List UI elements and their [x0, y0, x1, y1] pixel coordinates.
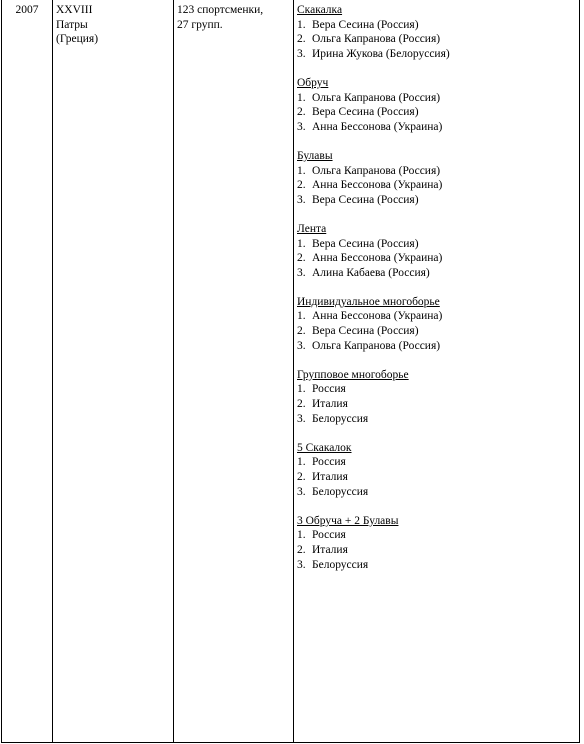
place-number: 1. — [297, 310, 306, 323]
place-number: 3. — [297, 339, 306, 352]
list-item — [297, 18, 576, 33]
list-item — [297, 558, 576, 573]
place-name: Вера Сесина (Россия) — [312, 325, 419, 338]
place-name: Россия — [312, 383, 346, 396]
list-item — [297, 528, 576, 543]
list-item — [297, 266, 576, 281]
place-name: Ольга Капранова (Россия) — [312, 339, 441, 352]
list-item — [297, 32, 576, 47]
place-number: 1. — [297, 529, 306, 542]
place-number: 1. — [297, 164, 306, 177]
list-item — [297, 485, 576, 500]
place-name: Белоруссия — [312, 485, 369, 498]
place-name: Анна Бессонова (Украина) — [312, 310, 443, 323]
place-name: Вера Сесина (Россия) — [312, 193, 419, 206]
list-item — [297, 91, 576, 106]
events-list — [297, 3, 576, 572]
event-section — [297, 76, 576, 134]
event-section — [297, 3, 576, 61]
event-title: Лента — [297, 222, 327, 235]
place-name: Италия — [312, 398, 348, 411]
place-name: Ольга Капранова (Россия) — [312, 164, 441, 177]
place-number: 2. — [297, 543, 306, 556]
event-title: Булавы — [297, 149, 333, 162]
list-item — [297, 412, 576, 427]
edition-cell — [53, 0, 174, 743]
place-name: Вера Сесина (Россия) — [312, 237, 419, 250]
list-item — [297, 382, 576, 397]
event-title: Индивидуальное многоборье — [297, 295, 440, 308]
place-name: Ольга Капранова (Россия) — [312, 91, 441, 104]
edition-country: (Греция) — [56, 33, 99, 46]
event-section — [297, 441, 576, 499]
place-number: 2. — [297, 179, 306, 192]
list-item — [297, 339, 576, 354]
place-number: 1. — [297, 91, 306, 104]
event-title: 5 Скакалок — [297, 441, 352, 454]
list-item — [297, 543, 576, 558]
results-table — [1, 0, 580, 743]
place-number: 3. — [297, 193, 306, 206]
list-item — [297, 164, 576, 179]
event-title: Скакалка — [297, 4, 343, 16]
place-name: Белоруссия — [312, 558, 369, 571]
list-item — [297, 324, 576, 339]
event-section — [297, 368, 576, 426]
place-number: 3. — [297, 120, 306, 133]
results-cell — [294, 0, 580, 743]
place-number: 3. — [297, 412, 306, 425]
place-name: Россия — [312, 529, 346, 542]
place-name: Ирина Жукова (Белоруссия) — [312, 47, 450, 60]
place-name: Белоруссия — [312, 412, 369, 425]
list-item — [297, 309, 576, 324]
place-number: 3. — [297, 558, 306, 571]
list-item — [297, 251, 576, 266]
place-number: 1. — [297, 456, 306, 469]
place-name: Вера Сесина (Россия) — [312, 106, 419, 119]
participants-cell — [174, 0, 294, 743]
event-section — [297, 149, 576, 207]
place-name: Италия — [312, 471, 348, 483]
edition-city: Патры — [56, 18, 88, 31]
place-name: Вера Сесина (Россия) — [312, 18, 419, 31]
place-name: Россия — [312, 456, 346, 469]
place-number: 2. — [297, 33, 306, 46]
year-cell — [2, 0, 53, 743]
event-section — [297, 222, 576, 280]
event-section — [297, 514, 576, 572]
event-section — [297, 295, 576, 353]
place-name: Италия — [312, 543, 348, 556]
event-title: Групповое многоборье — [297, 368, 409, 381]
list-item — [297, 120, 576, 135]
place-number: 1. — [297, 18, 306, 31]
place-name: Анна Бессонова (Украина) — [312, 179, 443, 192]
place-number: 2. — [297, 398, 306, 411]
table-row — [2, 0, 580, 743]
place-number: 3. — [297, 47, 306, 60]
participants-groups: 27 групп. — [177, 18, 223, 31]
place-name: Анна Бессонова (Украина) — [312, 120, 443, 133]
list-item — [297, 237, 576, 252]
list-item — [297, 455, 576, 470]
event-title: Обруч — [297, 76, 329, 89]
list-item — [297, 397, 576, 412]
place-number: 2. — [297, 471, 306, 483]
place-number: 3. — [297, 485, 306, 498]
place-name: Алина Кабаева (Россия) — [312, 266, 430, 279]
list-item — [297, 47, 576, 62]
list-item — [297, 470, 576, 485]
place-number: 2. — [297, 106, 306, 119]
list-item — [297, 105, 576, 120]
place-number: 1. — [297, 383, 306, 396]
participants-athletes: 123 спортсменки, — [177, 4, 264, 16]
place-number: 2. — [297, 325, 306, 338]
year-text: 2007 — [15, 4, 39, 16]
place-name: Анна Бессонова (Украина) — [312, 252, 443, 265]
place-name: Ольга Капранова (Россия) — [312, 33, 441, 46]
place-number: 1. — [297, 237, 306, 250]
place-number: 3. — [297, 266, 306, 279]
place-number: 2. — [297, 252, 306, 265]
event-title: 3 Обруча + 2 Булавы — [297, 514, 399, 527]
list-item — [297, 193, 576, 208]
edition-number: XXVIII — [56, 4, 93, 16]
list-item — [297, 178, 576, 193]
